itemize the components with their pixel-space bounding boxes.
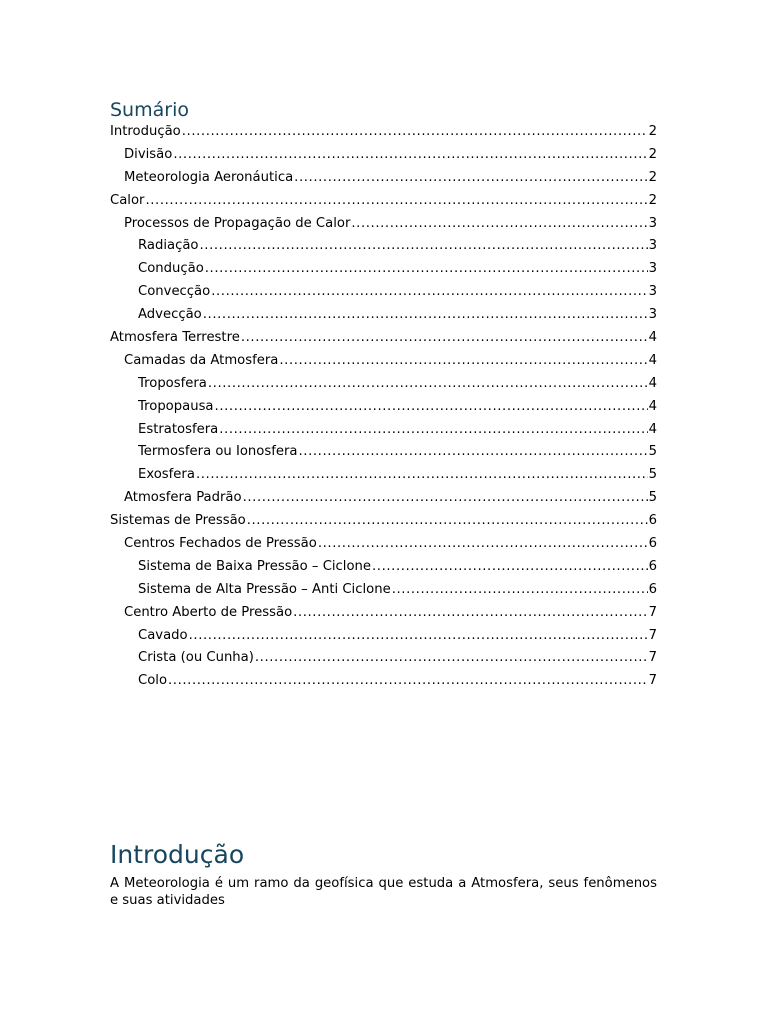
toc-entry-label: Calor <box>110 192 145 208</box>
toc-dot-leader <box>215 396 648 418</box>
toc-entry-label: Sistema de Baixa Pressão – Ciclone <box>138 558 372 574</box>
toc-dot-leader <box>255 647 648 669</box>
toc-dot-leader <box>243 487 648 509</box>
toc-entry[interactable] <box>110 396 657 419</box>
toc-dot-leader <box>294 167 647 189</box>
toc-entry[interactable] <box>110 235 657 258</box>
toc-entry[interactable] <box>110 304 657 327</box>
toc-entry[interactable] <box>110 121 657 144</box>
toc-entry[interactable] <box>110 602 657 625</box>
toc-entry-label: Sistemas de Pressão <box>110 513 246 529</box>
toc-entry[interactable] <box>110 350 657 373</box>
toc-entry[interactable] <box>110 647 657 670</box>
toc-entry-label: Troposfera <box>138 375 207 391</box>
toc-entry-label: Centros Fechados de Pressão <box>124 536 317 552</box>
toc-dot-leader <box>279 350 647 372</box>
toc-entry-label: Advecção <box>138 307 202 323</box>
toc-entry-label: Meteorologia Aeronáutica <box>124 169 294 185</box>
toc-page-number: 7 <box>648 673 657 689</box>
toc-page-number: 6 <box>648 536 657 552</box>
toc-page-number: 4 <box>648 421 657 437</box>
toc-entry-label: Camadas da Atmosfera <box>124 352 279 368</box>
toc-entry[interactable] <box>110 556 657 579</box>
toc-entry[interactable] <box>110 258 657 281</box>
toc-dot-leader <box>293 602 647 624</box>
toc-entry[interactable] <box>110 579 657 602</box>
toc-dot-leader <box>196 464 648 486</box>
table-of-contents <box>110 121 657 693</box>
toc-dot-leader <box>318 533 648 555</box>
toc-dot-leader <box>351 213 647 235</box>
toc-entry[interactable] <box>110 533 657 556</box>
toc-dot-leader <box>392 579 648 601</box>
toc-page-number: 7 <box>648 627 657 643</box>
toc-entry[interactable] <box>110 419 657 442</box>
toc-page-number: 4 <box>648 398 657 414</box>
toc-entry[interactable] <box>110 373 657 396</box>
toc-page-number: 3 <box>648 261 657 277</box>
toc-page-number: 6 <box>648 581 657 597</box>
toc-page-number: 2 <box>648 124 657 139</box>
toc-entry-label: Atmosfera Padrão <box>124 490 242 506</box>
toc-page-number: 5 <box>648 444 657 460</box>
toc-entry-label: Tropopausa <box>138 398 214 414</box>
toc-page-number: 7 <box>648 650 657 666</box>
toc-page-number: 4 <box>648 352 657 368</box>
toc-dot-leader <box>219 419 647 441</box>
toc-page-number: 3 <box>648 238 657 254</box>
toc-page-number: 6 <box>648 558 657 574</box>
toc-entry[interactable] <box>110 464 657 487</box>
toc-dot-leader <box>247 510 648 532</box>
toc-entry-label: Divisão <box>124 146 173 162</box>
toc-dot-leader <box>298 441 647 463</box>
toc-entry[interactable] <box>110 487 657 510</box>
toc-dot-leader <box>208 373 648 395</box>
toc-entry-label: Cavado <box>138 627 188 643</box>
toc-dot-leader <box>168 670 648 692</box>
toc-dot-leader <box>199 235 647 257</box>
toc-entry-label: Estratosfera <box>138 421 219 437</box>
section-title: Introdução <box>110 840 245 869</box>
toc-entry-label: Termosfera ou Ionosfera <box>138 444 298 460</box>
toc-entry-label: Condução <box>138 261 204 277</box>
toc-page-number: 2 <box>648 169 657 185</box>
toc-entry[interactable] <box>110 510 657 533</box>
toc-entry[interactable] <box>110 441 657 464</box>
toc-page-number: 5 <box>648 467 657 483</box>
toc-dot-leader <box>211 281 647 303</box>
toc-page-number: 4 <box>648 375 657 391</box>
toc-entry-label: Exosfera <box>138 467 195 483</box>
section-paragraph: A Meteorologia é um ramo da geofísica que estuda a Atmosfera, seus fenômenos e suas atividades <box>110 876 657 908</box>
toc-dot-leader <box>203 304 648 326</box>
toc-page-number: 3 <box>648 284 657 300</box>
toc-dot-leader <box>241 327 648 349</box>
toc-entry-label: Sistema de Alta Pressão – Anti Ciclone <box>138 581 391 597</box>
toc-dot-leader <box>372 556 648 578</box>
toc-entry-label: Crista (ou Cunha) <box>138 650 254 666</box>
toc-entry[interactable] <box>110 281 657 304</box>
toc-entry-label: Colo <box>138 673 168 689</box>
toc-page-number: 5 <box>648 490 657 506</box>
toc-entry-label: Convecção <box>138 284 211 300</box>
toc-entry-label: Introdução <box>110 124 181 139</box>
toc-dot-leader <box>189 625 648 647</box>
toc-page-number: 2 <box>648 146 657 162</box>
toc-page-number: 4 <box>648 330 657 346</box>
toc-entry-label: Processos de Propagação de Calor <box>124 215 351 231</box>
toc-page-number: 3 <box>648 215 657 231</box>
toc-page-number: 7 <box>648 604 657 620</box>
toc-entry[interactable] <box>110 144 657 167</box>
toc-entry-label: Radiação <box>138 238 199 254</box>
toc-entry-label: Atmosfera Terrestre <box>110 330 240 346</box>
toc-dot-leader <box>145 190 647 212</box>
toc-title: Sumário <box>110 99 189 121</box>
toc-dot-leader <box>182 121 648 143</box>
toc-dot-leader <box>173 144 647 166</box>
toc-page-number: 6 <box>648 513 657 529</box>
toc-entry-label: Centro Aberto de Pressão <box>124 604 293 620</box>
toc-entry[interactable] <box>110 625 657 648</box>
toc-entry[interactable] <box>110 670 657 693</box>
toc-page-number: 2 <box>648 192 657 208</box>
toc-entry[interactable] <box>110 213 657 236</box>
toc-entry[interactable] <box>110 327 657 350</box>
toc-dot-leader <box>205 258 648 280</box>
toc-entry[interactable] <box>110 167 657 190</box>
toc-entry[interactable] <box>110 190 657 213</box>
toc-page-number: 3 <box>648 307 657 323</box>
